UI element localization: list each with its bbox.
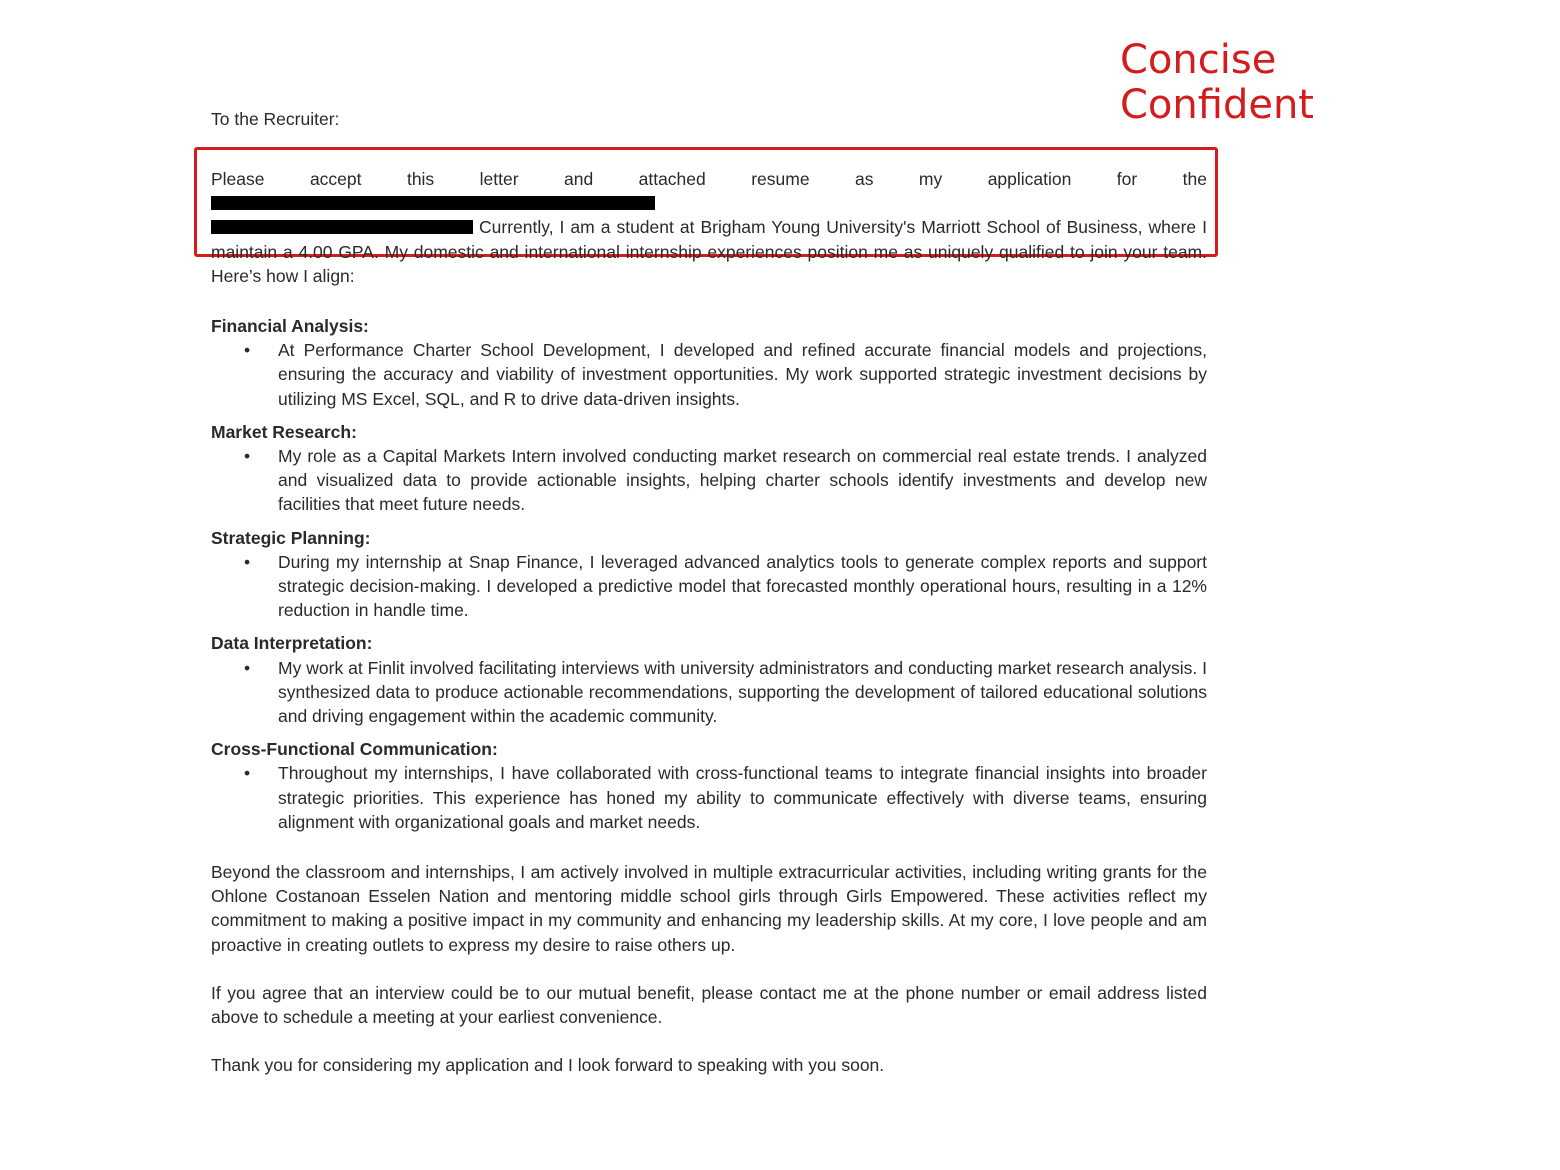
section-cross-functional-communication bbox=[211, 737, 1207, 834]
section-data-interpretation bbox=[211, 631, 1207, 728]
bullet-icon: • bbox=[244, 763, 251, 784]
list-item bbox=[211, 761, 1207, 834]
list-item bbox=[211, 444, 1207, 517]
section-title: Cross-Functional Communication: bbox=[211, 739, 498, 760]
bullet-text: At Performance Charter School Development, I developed and refined accurate financial models and projections, ensuring the accuracy and viability of investment opportunities. My work supported strategic investment decisions by utilizing MS Excel, SQL, and R to drive data-driven insights. bbox=[278, 340, 1207, 409]
bullet-icon: • bbox=[244, 340, 251, 361]
section-financial-analysis bbox=[211, 314, 1207, 411]
redaction-bar bbox=[211, 220, 473, 234]
interview-paragraph: If you agree that an interview could be to our mutual benefit, please contact me at the phone number or email address listed above to schedule a meeting at your earliest convenience. bbox=[211, 982, 1207, 1028]
section-strategic-planning bbox=[211, 526, 1207, 623]
list-item bbox=[211, 338, 1207, 411]
bullet-icon: • bbox=[244, 446, 251, 467]
list-item bbox=[211, 656, 1207, 729]
bullet-text: My work at Finlit involved facilitating interviews with university administrators and conducting market research analysis. I synthesized data to produce actionable recommendations, supporting the development of tailored educational solutions and driving engagement within the academic community. bbox=[278, 657, 1207, 727]
bullet-text: My role as a Capital Markets Intern involved conducting market research on commercial real estate trends. I analyzed and visualized data to provide actionable insights, helping charter schools identify investments and develop new facilities that meet future needs. bbox=[278, 446, 1207, 515]
extracurricular-paragraph: Beyond the classroom and internships, I am actively involved in multiple extracurricular activities, including writing grants for the Ohlone Costanoan Esselen Nation and mentoring middle school girls through Girls Empowered. These activities reflect my commitment to making a positive impact in my community and enhancing my leadership skills. At my core, I love people and am proactive in creating outlets to express my desire to raise others up. bbox=[211, 862, 1207, 955]
intro-paragraph bbox=[211, 167, 1207, 288]
cover-letter bbox=[211, 107, 1207, 1078]
bullet-icon: • bbox=[244, 551, 251, 572]
annotation-confident: Confident bbox=[1120, 82, 1314, 128]
annotation-concise: Concise bbox=[1120, 37, 1277, 83]
closing-paragraph: Thank you for considering my application and I look forward to speaking with you soon. bbox=[211, 1055, 885, 1076]
section-title: Financial Analysis: bbox=[211, 316, 369, 337]
redaction-bar bbox=[211, 196, 655, 210]
section-title: Market Research: bbox=[211, 421, 357, 442]
bullet-text: During my internship at Snap Finance, I leveraged advanced analytics tools to generate complex reports and support strategic decision-making. I developed a predictive model that forecasted monthly operational hours, resulting in a 12% reduction in handle time. bbox=[278, 551, 1207, 621]
intro-text-start: Please accept this letter and attached resume as my application for the bbox=[211, 169, 1207, 189]
section-title: Data Interpretation: bbox=[211, 633, 373, 654]
salutation: To the Recruiter: bbox=[211, 109, 340, 129]
intro-text-end: Currently, I am a student at Brigham Young University's Marriott School of Business, where I maintain a 4.00 GPA. My domestic and international internship experiences position me as uniquely qualified to join your team. Here’s how I align: bbox=[211, 217, 1207, 286]
list-item bbox=[211, 550, 1207, 623]
bullet-text: Throughout my internships, I have collaborated with cross-functional teams to integrate financial insights into broader strategic priorities. This experience has honed my ability to communicate effectively with diverse teams, ensuring alignment with organizational goals and market needs. bbox=[278, 763, 1207, 832]
bullet-icon: • bbox=[244, 657, 251, 678]
section-market-research bbox=[211, 420, 1207, 517]
section-title: Strategic Planning: bbox=[211, 527, 371, 548]
